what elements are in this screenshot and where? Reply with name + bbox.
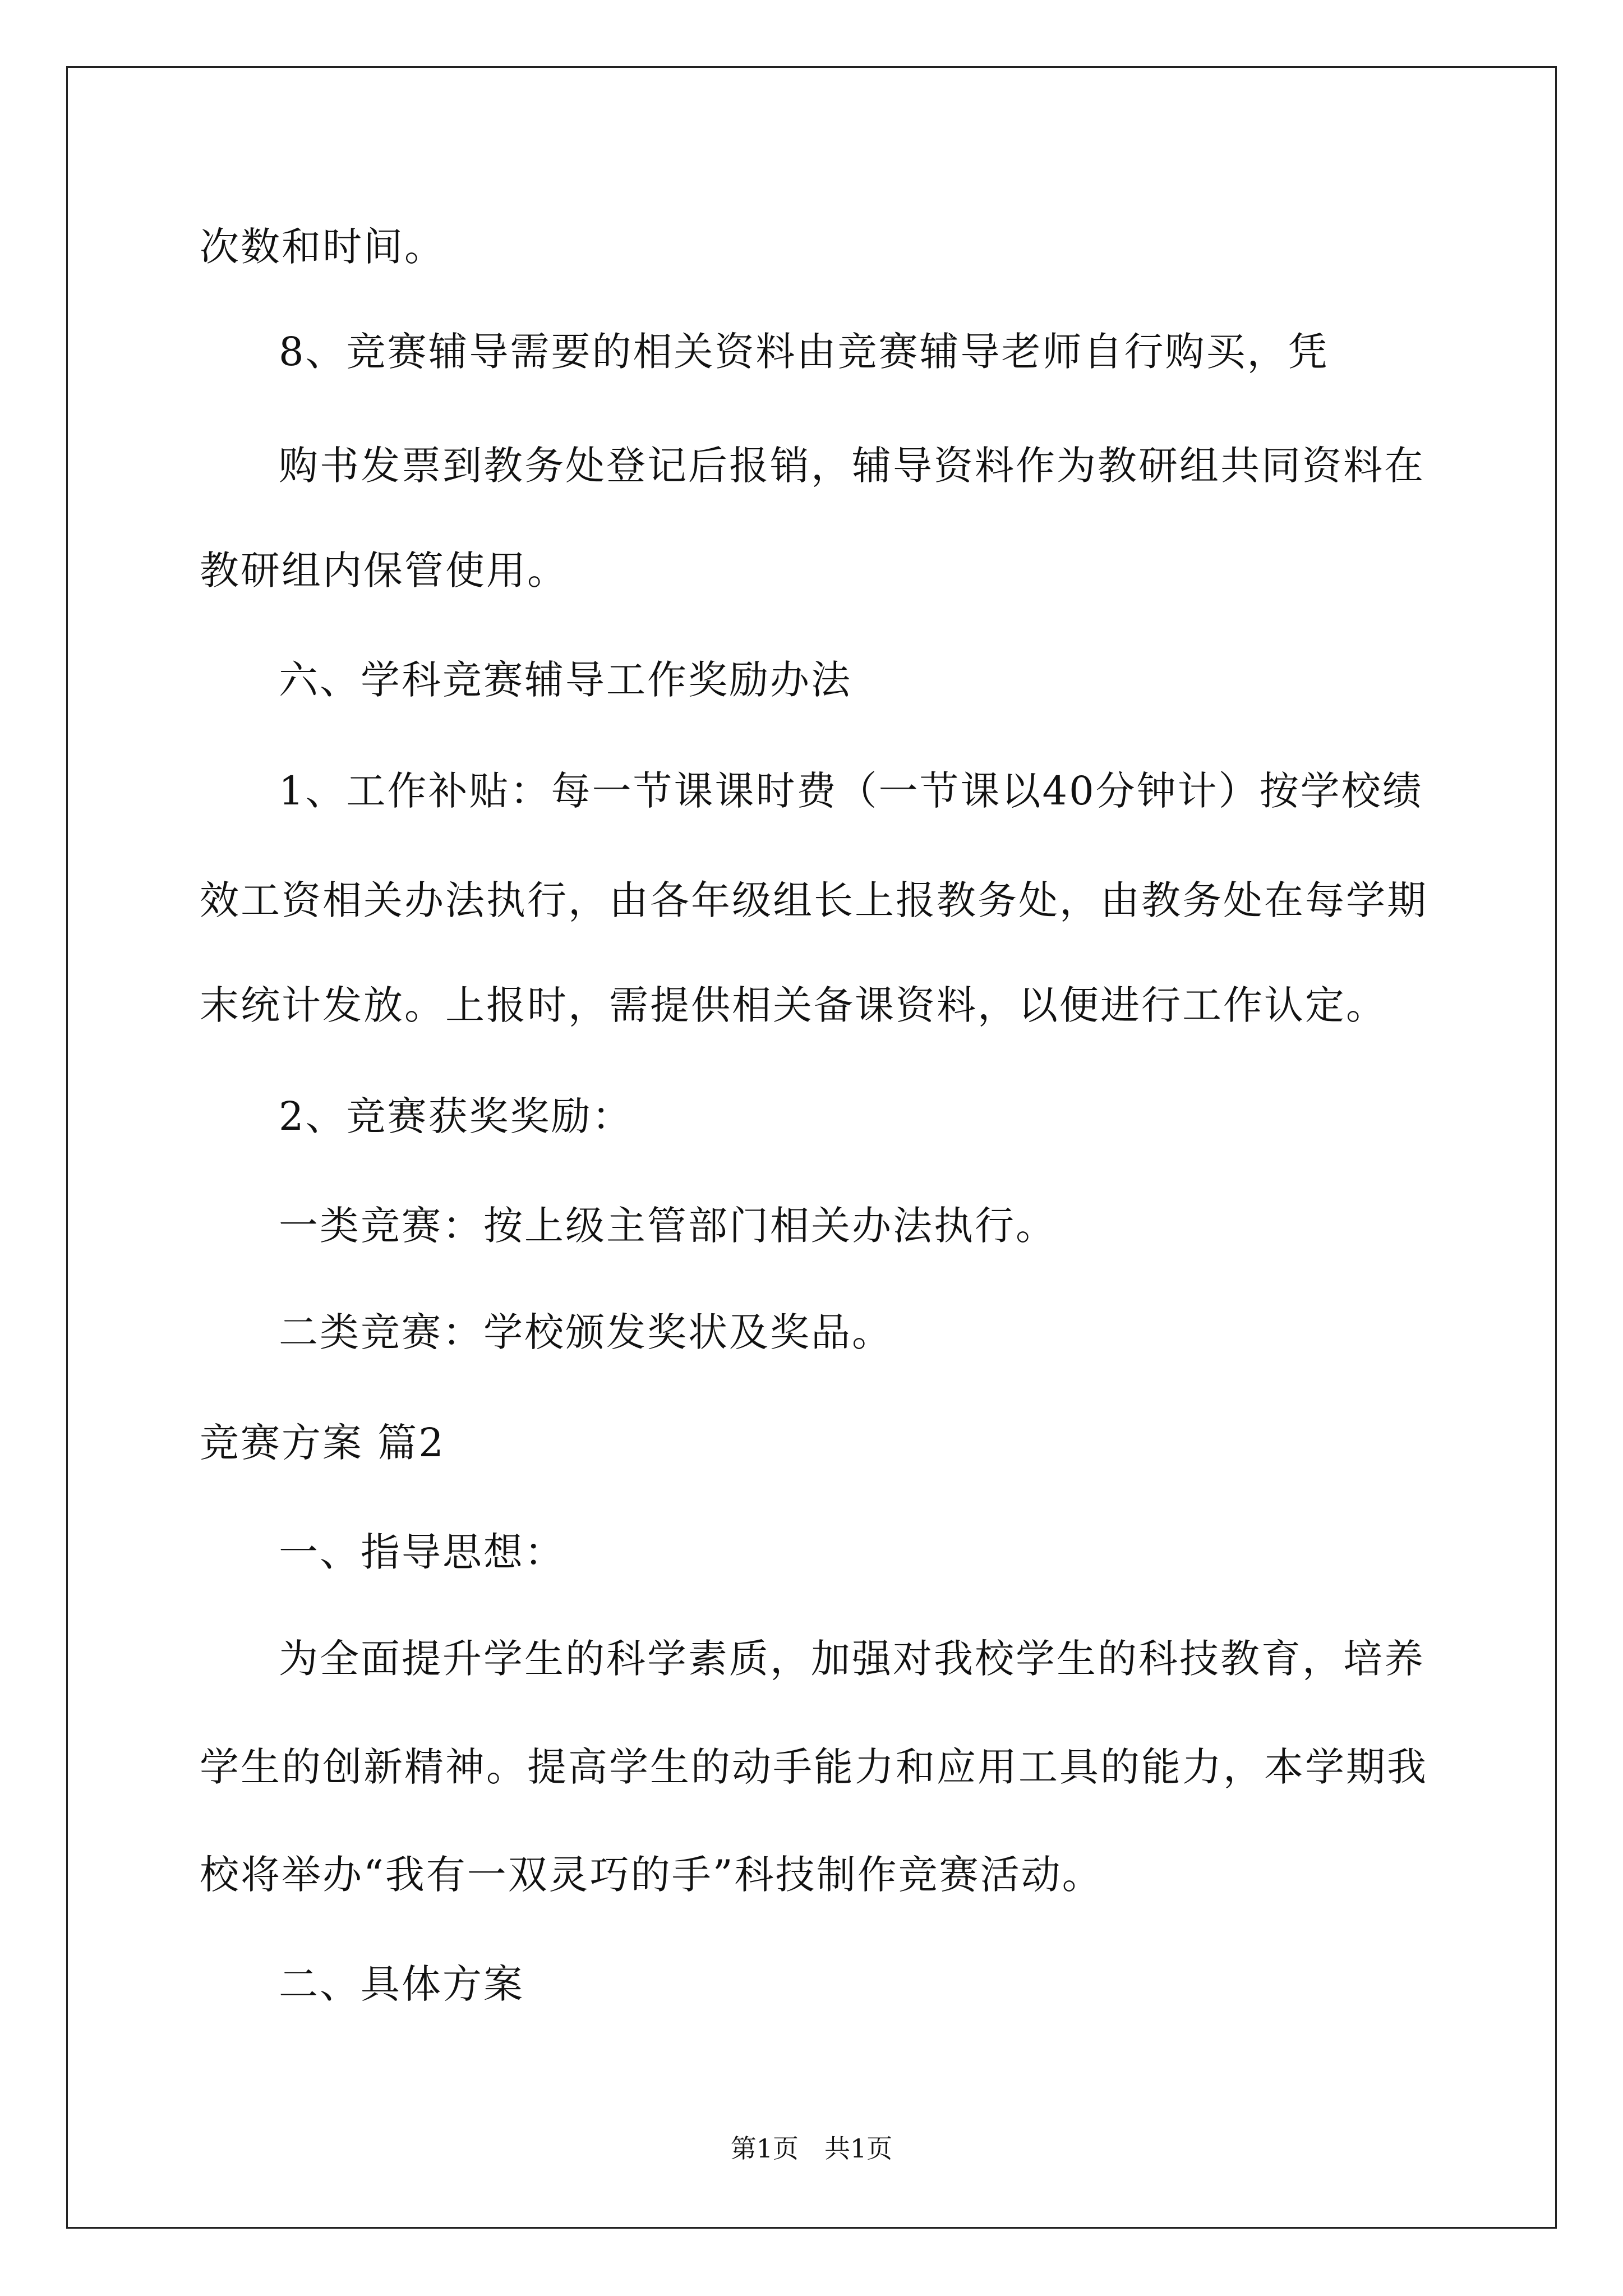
paragraph-line: 2、竞赛获奖奖励： bbox=[279, 1093, 633, 1139]
section-heading: 六、学科竞赛辅导工作奖励办法 bbox=[279, 657, 852, 703]
paragraph-line: 为全面提升学生的科学素质，加强对我校学生的科技教育，培养 bbox=[279, 1636, 1425, 1682]
paragraph-line: 二类竞赛：学校颁发奖状及奖品。 bbox=[279, 1309, 893, 1355]
paragraph-line: 1、工作补贴：每一节课课时费（一节课以40分钟计）按学校绩 bbox=[279, 768, 1423, 814]
paragraph-line: 效工资相关办法执行，由各年级组长上报教务处，由教务处在每学期 bbox=[200, 877, 1428, 923]
section-heading: 二、具体方案 bbox=[279, 1961, 524, 2007]
paragraph-line: 一类竞赛：按上级主管部门相关办法执行。 bbox=[279, 1203, 1057, 1249]
page-footer: 第1页 共1页 bbox=[730, 2133, 893, 2164]
section-heading: 一、指导思想： bbox=[279, 1529, 565, 1575]
paragraph-line: 教研组内保管使用。 bbox=[200, 547, 568, 593]
paragraph-line: 学生的创新精神。提高学生的动手能力和应用工具的能力，本学期我 bbox=[200, 1744, 1428, 1790]
article-title: 竞赛方案 篇2 bbox=[200, 1420, 445, 1466]
paragraph-line: 8、竞赛辅导需要的相关资料由竞赛辅导老师自行购买，凭 bbox=[279, 329, 1329, 375]
paragraph-line: 校将举办“我有一双灵巧的手”科技制作竞赛活动。 bbox=[200, 1852, 1103, 1898]
paragraph-line: 末统计发放。上报时，需提供相关备课资料，以便进行工作认定。 bbox=[200, 982, 1387, 1028]
paragraph-line: 购书发票到教务处登记后报销，辅导资料作为教研组共同资料在 bbox=[279, 443, 1425, 489]
paragraph-line: 次数和时间。 bbox=[200, 224, 445, 270]
page-border bbox=[66, 66, 1557, 2229]
